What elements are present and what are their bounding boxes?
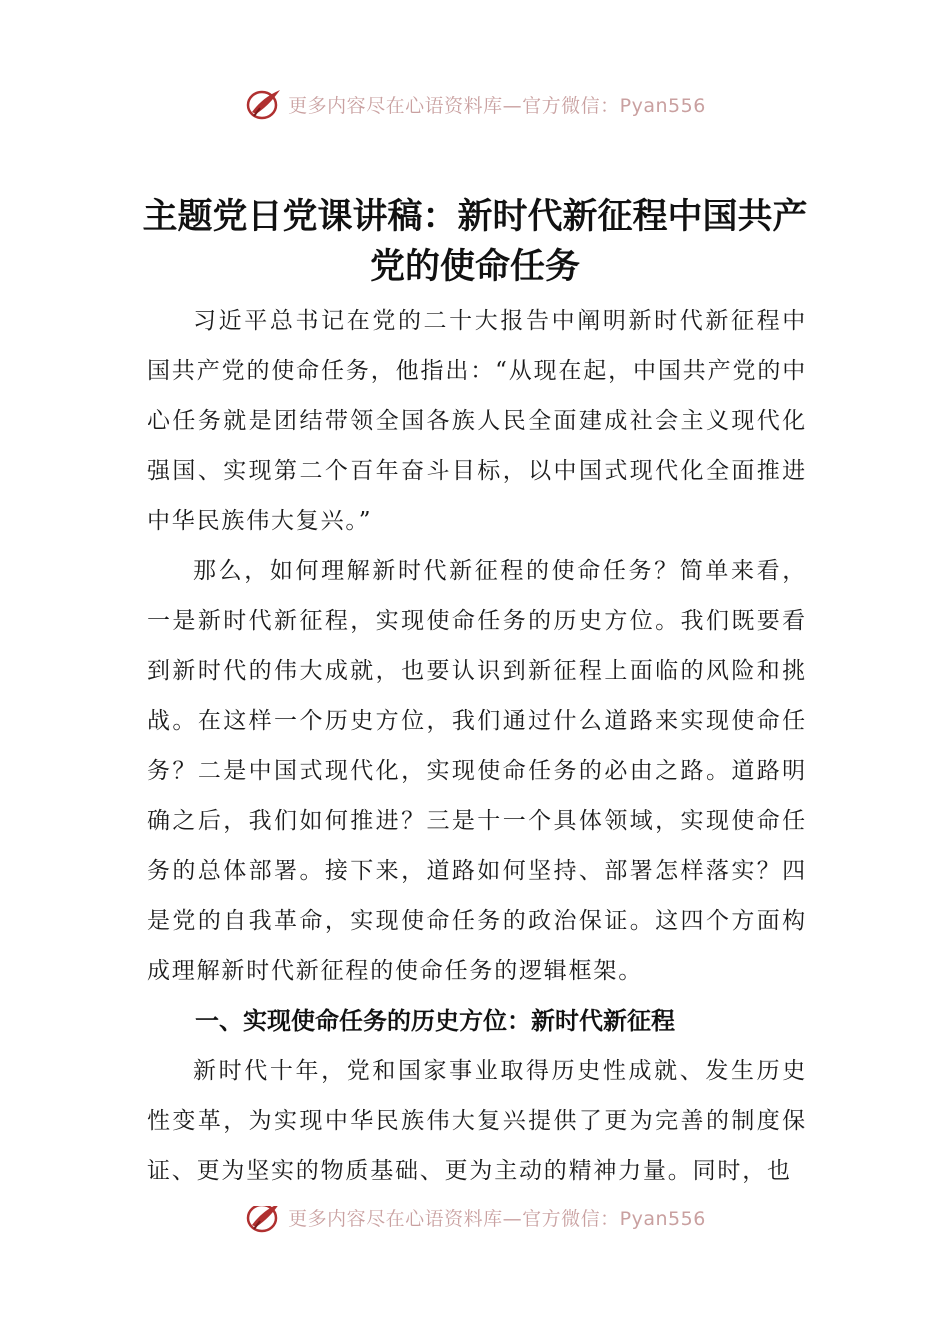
section-heading: 一、实现使命任务的历史方位：新时代新征程: [195, 1007, 675, 1035]
header-banner: [0, 84, 950, 124]
header-banner-text: 更多内容尽在心语资料库—官方微信：Pyan556: [288, 94, 706, 117]
footer-banner: [0, 1206, 950, 1240]
document-body: [147, 296, 807, 1196]
paragraph-2: 那么，如何理解新时代新征程的使命任务？简单来看，一是新时代新征程，实现使命任务的历史方位。我们既要看到新时代的伟大成就，也要认识到新征程上面临的风险和挑战。在这样一个历史方位，我们通过什么道路来实现使命任务？二是中国式现代化，实现使命任务的必由之路。道路明确之后，我们如何推进？三是十一个具体领域，实现使命任务的总体部署。接下来，道路如何坚持、部署怎样落实？四是党的自我革命，实现使命任务的政治保证。这四个方面构成理解新时代新征程的使命任务的逻辑框架。: [147, 558, 807, 984]
quill-pen-logo-icon: [244, 86, 284, 122]
paragraph-1: 习近平总书记在党的二十大报告中阐明新时代新征程中国共产党的使命任务，他指出：“从现在起，中国共产党的中心任务就是团结带领全国各族人民全面建成社会主义现代化强国、实现第二个百年奋斗目标，以中国式现代化全面推进中华民族伟大复兴。”: [147, 308, 807, 534]
section-paragraph: 新时代十年，党和国家事业取得历史性成就、发生历史性变革，为实现中华民族伟大复兴提供了更为完善的制度保证、更为坚实的物质基础、更为主动的精神力量。同时，也: [147, 1058, 807, 1184]
document-title: 主题党日党课讲稿：新时代新征程中国共产党的使命任务: [142, 196, 808, 287]
quill-pen-logo-icon: [244, 1206, 284, 1235]
footer-banner-text: 更多内容尽在心语资料库—官方微信：Pyan556: [288, 1207, 706, 1230]
